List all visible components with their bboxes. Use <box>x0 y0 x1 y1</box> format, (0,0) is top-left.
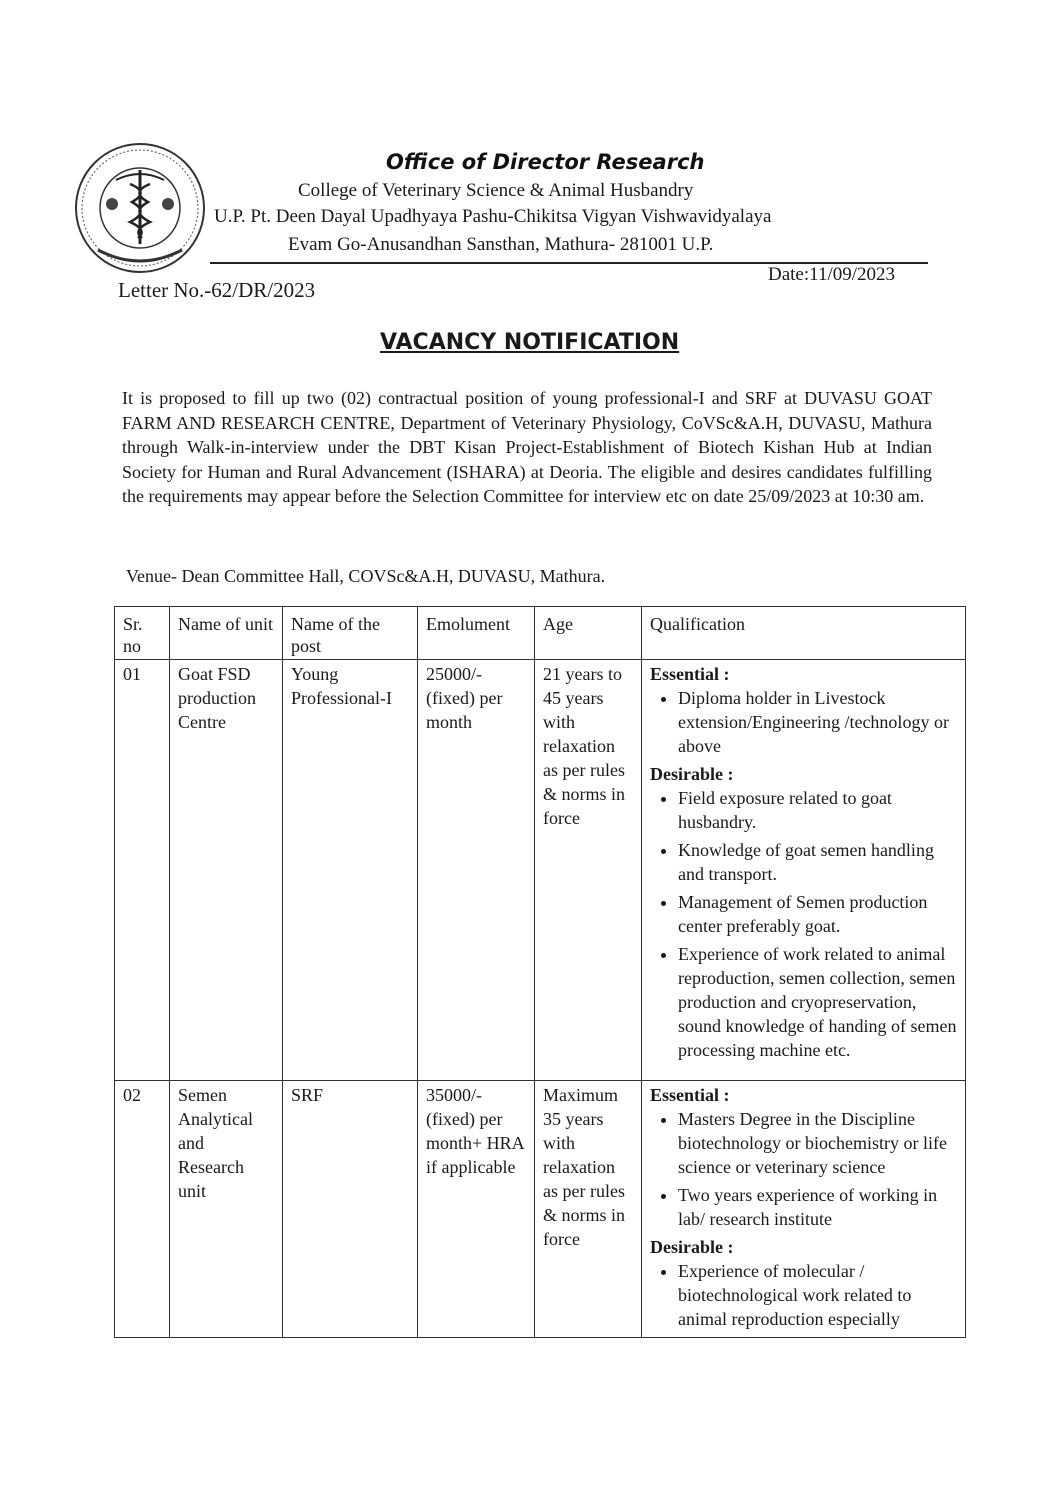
essential-list <box>650 686 957 758</box>
notification-body: It is proposed to fill up two (02) contractual position of young professional-I and SRF at DUVASU GOAT FARM AND RESEARCH CENTRE, Department of Veterinary Physiology, CoVSc&A.H, DUVASU, Mathura through Walk-in-interview under the DBT Kisan Project-Establishment of Biotech Kishan Hub at Indian Society for Human and Rural Advancement (ISHARA) at Deoria. The eligible and desires candidates fulfilling the requirements may appear before the Selection Committee for interview etc on date 25/09/2023 at 10:30 am. <box>122 388 932 506</box>
header-post: Name of the post <box>283 607 418 660</box>
cell-age: 21 years to 45 years with relaxation as per rules & norms in force <box>535 660 642 1081</box>
cell-qualification <box>642 1081 966 1338</box>
header-qualification: Qualification <box>642 607 966 660</box>
letter-date: Date:11/09/2023 <box>768 264 895 285</box>
cell-unit: Goat FSD production Centre <box>170 660 283 1081</box>
table-row <box>115 1081 966 1338</box>
university-name: U.P. Pt. Deen Dayal Upadhyaya Pashu-Chikitsa Vigyan Vishwavidyalaya <box>214 206 772 227</box>
essential-label: Essential : <box>650 664 730 684</box>
list-item: • Experience of work related to animal reproduction, semen collection, semen production and cryopreservation, sound knowledge of handing of semen processing machine etc. <box>678 942 957 1062</box>
table-row <box>115 660 966 1081</box>
header-sr-no: Sr. no <box>115 607 170 660</box>
desirable-list <box>650 1259 957 1331</box>
list-item: • Field exposure related to goat husbandry. <box>678 786 957 834</box>
cell-post: Young Professional-I <box>283 660 418 1081</box>
list-item: • Masters Degree in the Discipline biotechnology or biochemistry or life science or veterinary science <box>678 1107 957 1179</box>
cell-sr-no: 01 <box>115 660 170 1081</box>
desirable-label: Desirable : <box>650 1237 734 1257</box>
cell-unit: Semen Analytical and Research unit <box>170 1081 283 1338</box>
cell-sr-no: 02 <box>115 1081 170 1338</box>
page-title: VACANCY NOTIFICATION <box>380 330 680 355</box>
cell-qualification <box>642 660 966 1081</box>
list-item: • Knowledge of goat semen handling and transport. <box>678 838 957 886</box>
university-seal-icon <box>72 140 208 276</box>
vacancy-table <box>114 606 966 1338</box>
cell-emolument: 25000/- (fixed) per month <box>418 660 535 1081</box>
list-item: • Experience of molecular / biotechnological work related to animal reproduction especially <box>678 1259 957 1331</box>
address: Evam Go-Anusandhan Sansthan, Mathura- 281001 U.P. <box>288 234 714 255</box>
cell-emolument: 35000/- (fixed) per month+ HRA if applicable <box>418 1081 535 1338</box>
table-header-row <box>115 607 966 660</box>
header-emolument: Emolument <box>418 607 535 660</box>
list-item: • Two years experience of working in lab/ research institute <box>678 1183 957 1231</box>
desirable-list <box>650 786 957 1062</box>
essential-list <box>650 1107 957 1231</box>
desirable-label: Desirable : <box>650 764 734 784</box>
cell-age: Maximum 35 years with relaxation as per rules & norms in force <box>535 1081 642 1338</box>
list-item: • Diploma holder in Livestock extension/Engineering /technology or above <box>678 686 957 758</box>
header-age: Age <box>535 607 642 660</box>
header-unit: Name of unit <box>170 607 283 660</box>
essential-label: Essential : <box>650 1085 730 1105</box>
office-title: Office of Director Research <box>386 150 705 174</box>
cell-post: SRF <box>283 1081 418 1338</box>
venue: Venue- Dean Committee Hall, COVSc&A.H, DUVASU, Mathura. <box>126 566 606 586</box>
college-name: College of Veterinary Science & Animal Husbandry <box>298 180 694 201</box>
letter-number: Letter No.-62/DR/2023 <box>118 278 316 302</box>
list-item: • Management of Semen production center preferably goat. <box>678 890 957 938</box>
